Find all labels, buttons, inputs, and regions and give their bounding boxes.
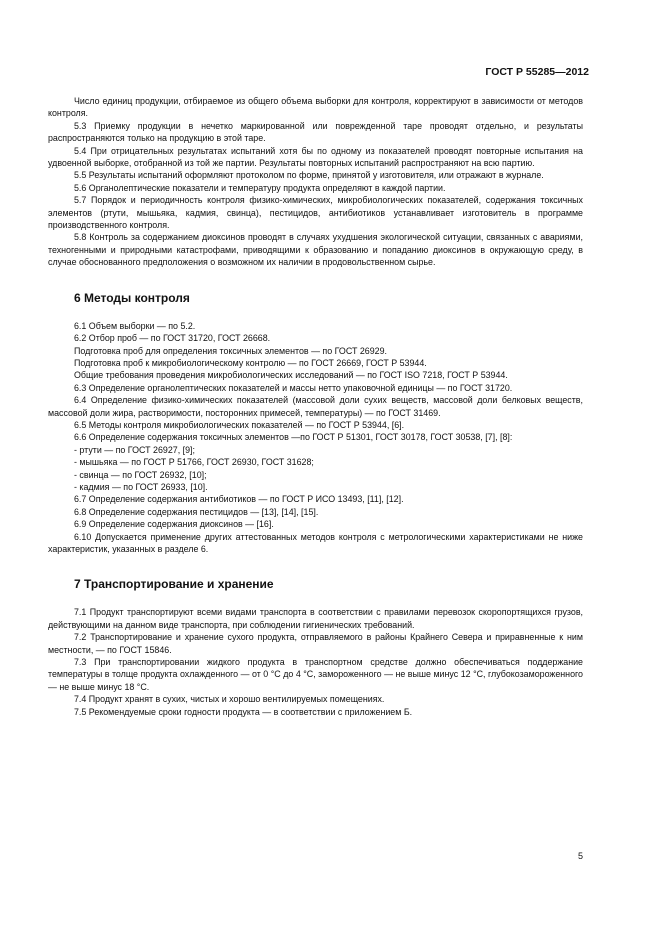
paragraph: 6.6 Определение содержания токсичных элементов —по ГОСТ Р 51301, ГОСТ 30178, ГОСТ 30538, [7], [8]: — [74, 432, 513, 443]
paragraph: 5.5 Результаты испытаний оформляют протоколом по форме, принятой у изготовителя, или отражают в журнале. — [74, 170, 544, 181]
paragraph: Число единиц продукции, отбираемое из общего объема выборки для контроля, корректируют в зависимости от методов контроля. — [48, 96, 583, 119]
paragraph: 6.7 Определение содержания антибиотиков — по ГОСТ Р ИСО 13493, [11], [12]. — [74, 494, 404, 505]
paragraph: 5.3 Приемку продукции в нечетко маркированной или поврежденной таре проводят отдельно, и результаты распространяются только на продукцию в этой таре. — [48, 120, 583, 144]
paragraph: 7.5 Рекомендуемые сроки годности продукта — в соответствии с приложением Б. — [74, 706, 413, 717]
paragraph: 5.8 Контроль за содержанием диоксинов проводят в случаях ухудшения экологической ситуации, связанных с авариями, техногенными и природными катастрофами, приводящими к образованию и попаданию диоксинов в окружающую среду, в случае обоснованного предположения о возможном их наличии в продовольственном сырье. — [48, 232, 583, 268]
paragraph: 7.4 Продукт хранят в сухих, чистых и хорошо вентилируемых помещениях. — [74, 694, 385, 705]
paragraph: 6.4 Определение физико-химических показателей (массовой доли сухих веществ, массовой доли белковых веществ, массовой доли жира, растворимости, посторонних примесей, температуры) — по ГОСТ 31469. — [48, 395, 583, 418]
paragraph: - ртути — по ГОСТ 26927, [9]; — [74, 444, 195, 455]
document-body — [48, 95, 583, 718]
paragraph: 5.7 Порядок и периодичность контроля физико-химических, микробиологических показателей, содержания токсичных элементов (ртути, мышьяка, кадмия, свинца), пестицидов, антибиотиков устанавливает изготовитель в программе производственного контроля. — [48, 195, 583, 231]
paragraph: 7.3 При транспортировании жидкого продукта в транспортном средстве должно обеспечиваться поддержание температуры в толще продукта охлажденного — от 0 °С до 4 °С, замороженного — не выше минус 12 °С, глубокозамороженного — не выше минус 18 °С. — [48, 657, 583, 692]
paragraph: 6.2 Отбор проб — по ГОСТ 31720, ГОСТ 26668. — [74, 333, 271, 344]
document-id: ГОСТ Р 55285—2012 — [485, 66, 589, 78]
paragraph: 7.2 Транспортирование и хранение сухого продукта, отправляемого в районы Крайнего Севера и приравненные к ним местности, — по ГОСТ 15846. — [48, 632, 583, 655]
paragraph: 6.10 Допускается применение других аттестованных методов контроля с метрологическими характеристиками не ниже характеристик, указанных в разделе 6. — [48, 531, 583, 554]
paragraph: 6.8 Определение содержания пестицидов — [13], [14], [15]. — [74, 506, 319, 517]
paragraph: Подготовка проб для определения токсичных элементов — по ГОСТ 26929. — [74, 345, 387, 356]
page-number: 5 — [577, 851, 583, 861]
section-heading: 7 Транспортирование и хранение — [74, 577, 274, 592]
paragraph: Подготовка проб к микробиологическому контролю — по ГОСТ 26669, ГОСТ Р 53944. — [74, 357, 427, 368]
paragraph: 6.9 Определение содержания диоксинов — [16]. — [74, 519, 274, 530]
paragraph: 7.1 Продукт транспортируют всеми видами транспорта в соответствии с правилами перевозок скоропортящихся грузов, действующими на данном виде транспорта, при соблюдении гигиенических требований. — [48, 607, 583, 630]
paragraph: 6.5 Методы контроля микробиологических показателей — по ГОСТ Р 53944, [6]. — [74, 419, 405, 430]
paragraph: - кадмия — по ГОСТ 26933, [10]. — [74, 481, 208, 492]
paragraph: 5.6 Органолептические показатели и температуру продукта определяют в каждой партии. — [74, 182, 446, 193]
paragraph: 6.1 Объем выборки — по 5.2. — [74, 320, 196, 331]
paragraph: - мышьяка — по ГОСТ Р 51766, ГОСТ 26930, ГОСТ 31628; — [74, 457, 314, 468]
paragraph: Общие требования проведения микробиологических исследований — по ГОСТ ISO 7218, ГОСТ Р 53944. — [74, 370, 508, 381]
paragraph: 5.4 При отрицательных результатах испытаний хотя бы по одному из показателей проводят повторные испытания на удвоенной выборке, отобранной из той же партии. Результаты повторных испытаний распространяют на всю партию. — [48, 145, 583, 169]
paragraph: - свинца — по ГОСТ 26932, [10]; — [74, 469, 207, 480]
paragraph: 6.3 Определение органолептических показателей и массы нетто упаковочной единицы — по ГОСТ 31720. — [74, 382, 513, 393]
section-heading: 6 Методы контроля — [74, 290, 190, 305]
